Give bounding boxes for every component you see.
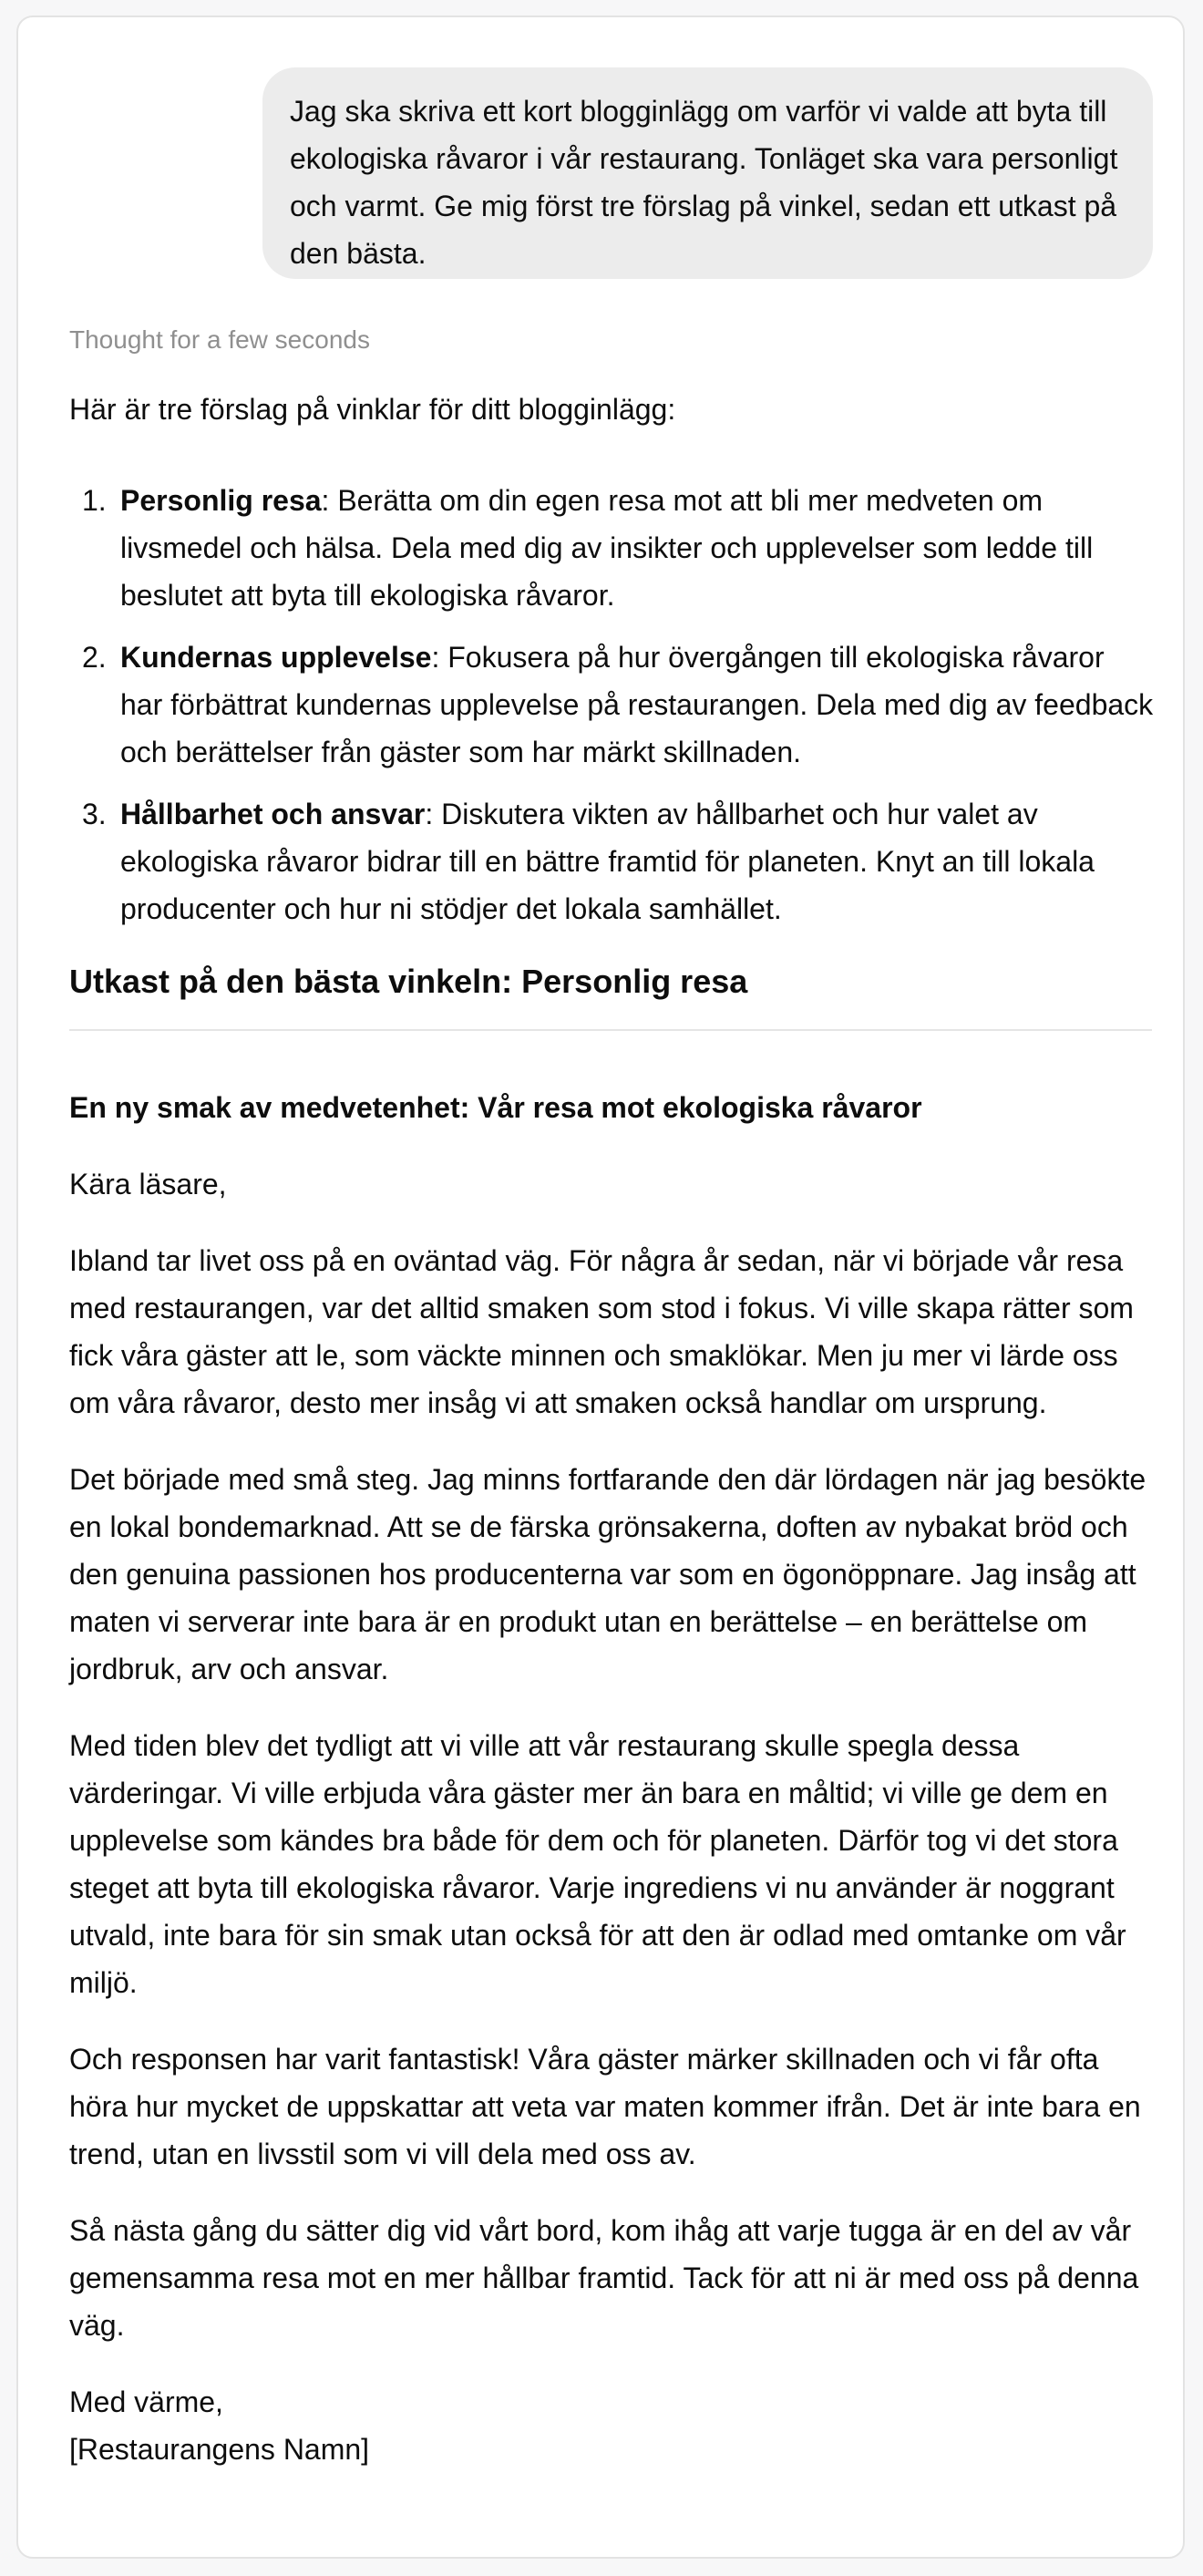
section-divider (69, 1029, 1152, 1031)
signoff-line: Med värme, (69, 2385, 223, 2418)
blog-paragraph: Det började med små steg. Jag minns fortfarande den där lördagen när jag besökte en lokal bondemarknad. Att se de färska grönsakerna, doften av nybakat bröd och den genuina passionen hos producenterna var som en ögonöppnare. Jag insåg att maten vi serverar inte bara är en produkt utan en berättelse – en berättelse om jordbruk, arv och ansvar. (69, 1463, 1146, 1685)
angle-item (69, 790, 1154, 933)
signoff-signature: [Restaurangens Namn] (69, 2433, 370, 2466)
angle-item (69, 634, 1154, 776)
angle-title: Hållbarhet och ansvar (120, 798, 426, 830)
blog-paragraph: Ibland tar livet oss på en oväntad väg. För några år sedan, när vi började vår resa med restaurangen, var det alltid smaken som stod i fokus. Vi ville skapa rätter som fick våra gäster att le, som väckte minnen och smaklökar. Men ju mer vi lärde oss om våra råvaror, desto mer insåg vi att smaken också handlar om ursprung. (69, 1244, 1134, 1419)
blog-post-body (69, 1160, 1156, 2502)
user-message-bubble (262, 67, 1153, 279)
assistant-intro-text: Här är tre förslag på vinklar för ditt blogginlägg: (69, 393, 676, 426)
angle-title: Kundernas upplevelse (120, 641, 432, 674)
draft-heading: Utkast på den bästa vinkeln: Personlig resa (69, 963, 748, 1000)
angle-number: 1. (82, 484, 107, 517)
angle-number: 2. (82, 641, 107, 674)
angle-description: : Diskutera vikten av hållbarhet och hur valet av ekologiska råvaror bidrar till en bättre framtid för planeten. Knyt an till lokala producenter och hur ni stödjer det lokala samhället. (120, 798, 1095, 925)
angle-suggestions-list (69, 477, 1154, 947)
blog-post-title: En ny smak av medvetenhet: Vår resa mot ekologiska råvaror (69, 1091, 922, 1124)
angle-number: 3. (82, 798, 107, 830)
blog-paragraph: Så nästa gång du sätter dig vid vårt bord, kom ihåg att varje tugga är en del av vår gemensamma resa mot en mer hållbar framtid. Tack för att ni är med oss på denna väg. (69, 2214, 1139, 2342)
angle-item (69, 477, 1154, 619)
angle-description: : Berätta om din egen resa mot att bli mer medveten om livsmedel och hälsa. Dela med dig av insikter och upplevelser som ledde till beslutet att byta till ekologiska råvaror. (120, 484, 1094, 612)
angle-title: Personlig resa (120, 484, 322, 517)
user-message-text: Jag ska skriva ett kort blogginlägg om varför vi valde att byta till ekologiska råvaror i vår restaurang. Tonläget ska vara personligt och varmt. Ge mig först tre förslag på vinkel, sedan ett utkast på den bästa. (290, 95, 1118, 270)
blog-signoff (69, 2378, 1156, 2473)
blog-paragraph: Med tiden blev det tydligt att vi ville att vår restaurang skulle spegla dessa värderingar. Vi ville erbjuda våra gäster mer än bara en måltid; vi ville ge dem en upplevelse som kändes bra både för dem och för planeten. Därför tog vi det stora steget att byta till ekologiska råvaror. Varje ingrediens vi nu använder är noggrant utvald, inte bara för sin smak utan också för att den är odlad med omtanke om vår miljö. (69, 1729, 1126, 1999)
thought-indicator[interactable]: Thought for a few seconds (69, 325, 370, 354)
blog-greeting: Kära läsare, (69, 1168, 227, 1200)
blog-paragraph: Och responsen har varit fantastisk! Våra gäster märker skillnaden och vi får ofta höra hur mycket de uppskattar att veta var maten kommer ifrån. Det är inte bara en trend, utan en livsstil som vi vill dela med oss av. (69, 2043, 1141, 2170)
chat-transcript-card (16, 15, 1185, 2559)
angle-description: : Fokusera på hur övergången till ekologiska råvaror har förbättrat kundernas upplevelse på restaurangen. Dela med dig av feedback och berättelser från gäster som har märkt skillnaden. (120, 641, 1154, 768)
